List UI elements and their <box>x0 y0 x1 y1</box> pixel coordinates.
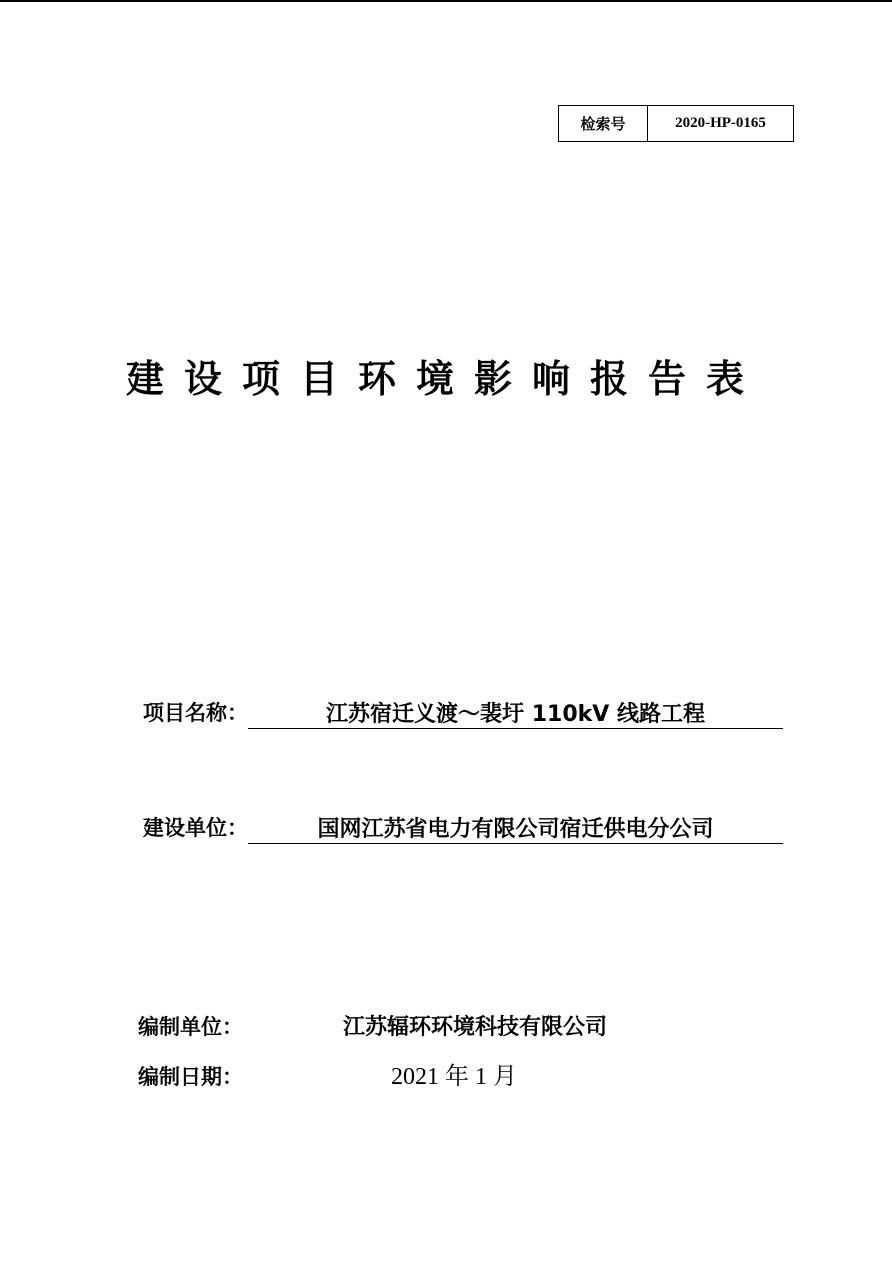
project-name-row <box>143 697 783 729</box>
compiler-row <box>138 1010 607 1041</box>
index-number-label: 检索号 <box>559 106 648 141</box>
compiler-label: 编制单位： <box>138 1015 243 1039</box>
project-name-value: 江苏宿迁义渡～裴圩 110kV 线路工程 <box>248 697 783 729</box>
date-row <box>138 1056 517 1091</box>
builder-value: 国网江苏省电力有限公司宿迁供电分公司 <box>248 812 783 844</box>
index-number-value: 2020-HP-0165 <box>675 115 766 131</box>
date-value: 2021 年 1 月 <box>391 1064 517 1090</box>
compiler-value: 江苏辐环环境科技有限公司 <box>343 1015 608 1040</box>
document-title: 建设项目环境影响报告表 <box>125 357 764 401</box>
top-border-line <box>0 0 892 2</box>
project-name-label: 项目名称： <box>143 701 248 725</box>
builder-label: 建设单位： <box>143 816 248 840</box>
index-number-box <box>558 105 794 142</box>
builder-row <box>143 812 783 844</box>
date-label: 编制日期： <box>138 1065 243 1089</box>
